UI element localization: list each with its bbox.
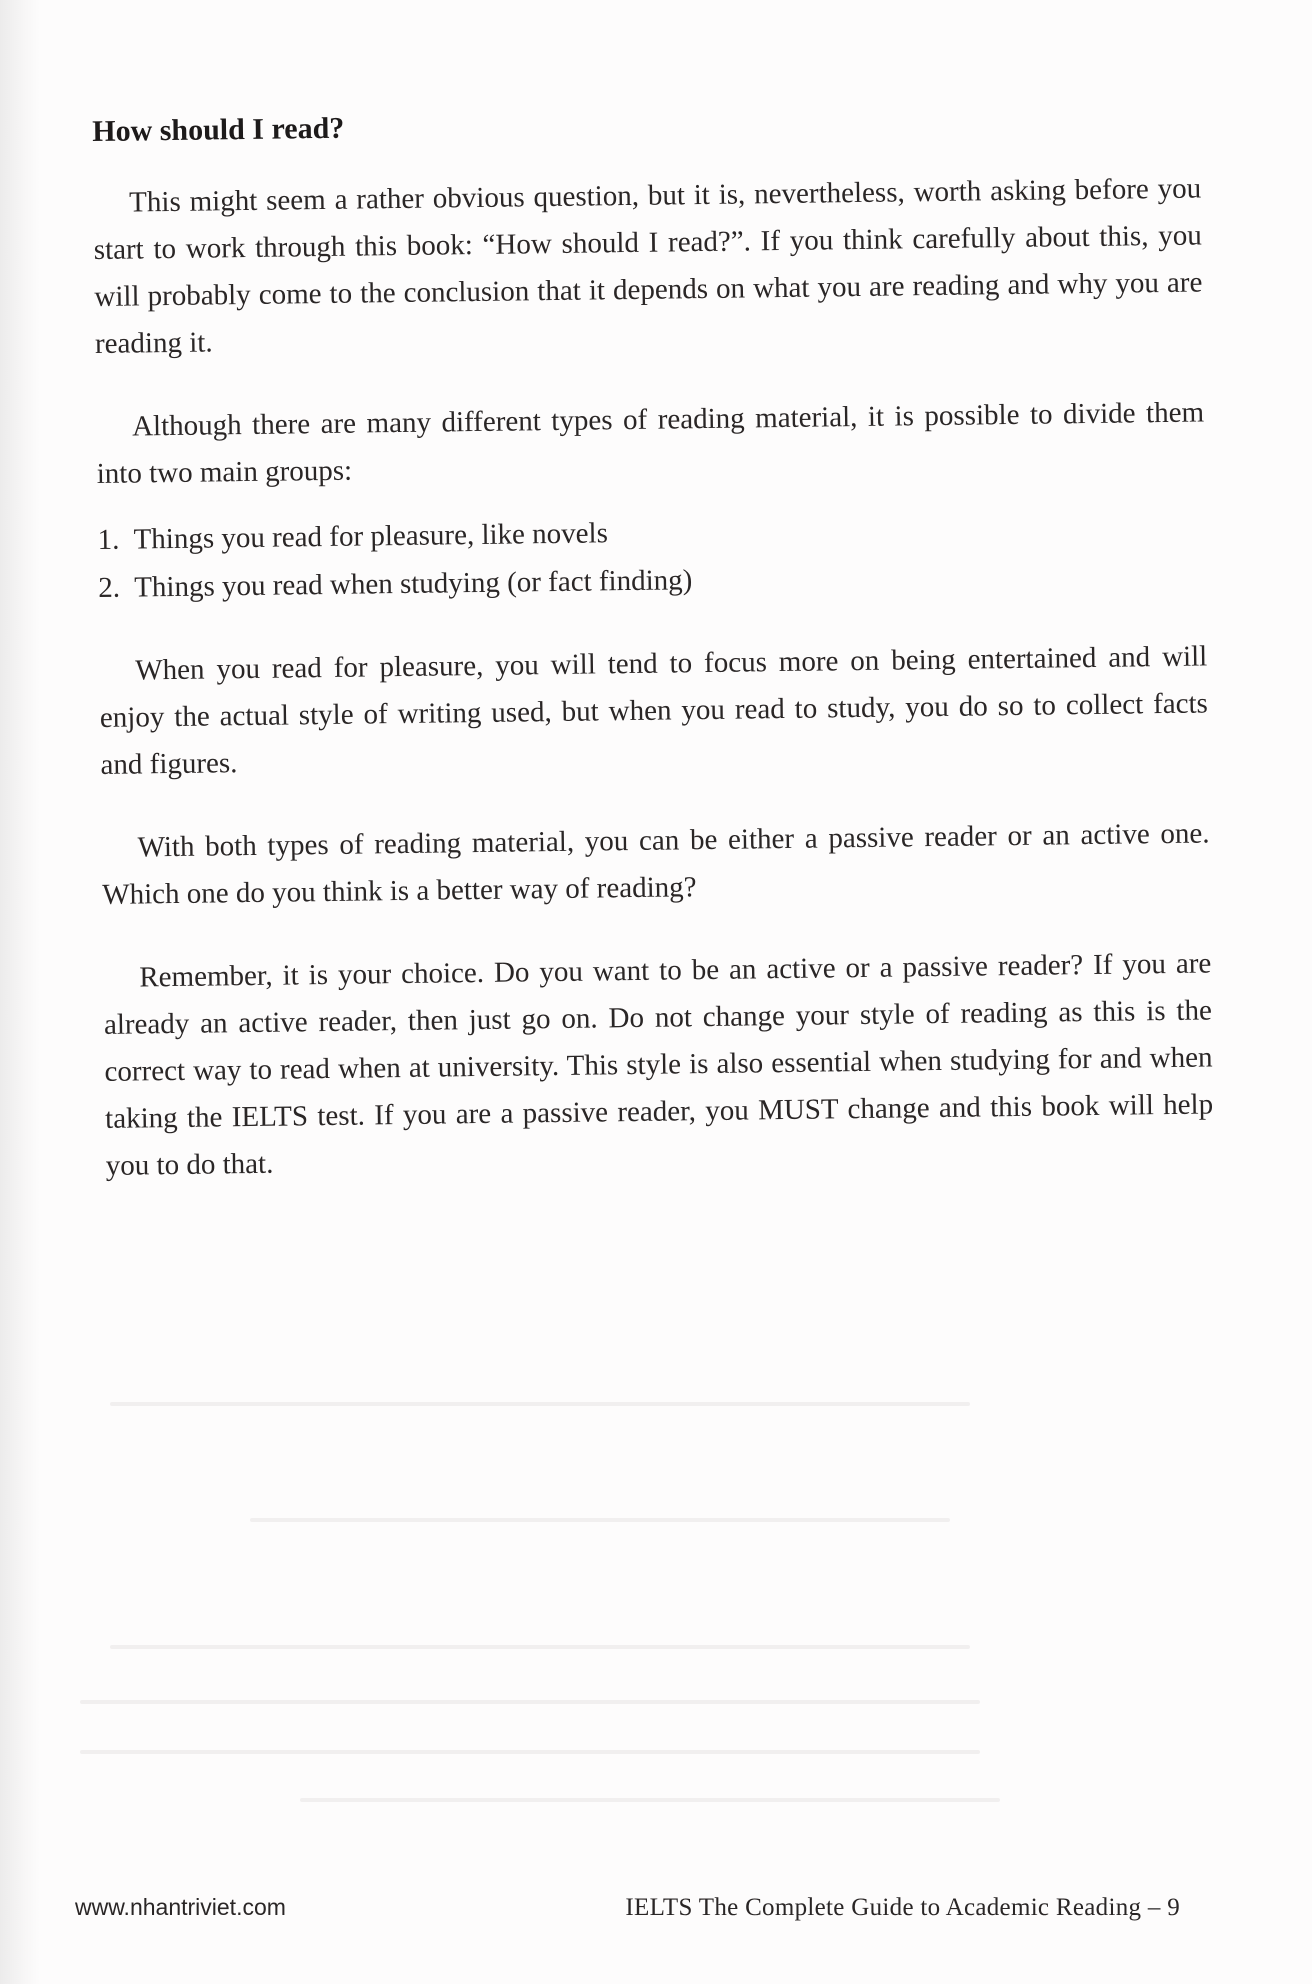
paragraph-passive-active-text: With both types of reading material, you can be either a passive reader or an active one. Which one do you think is a better way of reading? bbox=[102, 817, 1210, 911]
list-item-text: Things you read when studying (or fact finding) bbox=[134, 564, 693, 604]
paragraph-pleasure-text: When you read for pleasure, you will tend to focus more on being entertained and will enjoy the actual style of writing used, but when you read to study, you do so to collect facts and figures. bbox=[99, 640, 1209, 781]
paragraph-choice bbox=[103, 940, 1214, 1189]
show-through-line bbox=[80, 1700, 980, 1704]
paragraph-groups bbox=[96, 389, 1205, 497]
page-content bbox=[92, 97, 1214, 1225]
paragraph-passive-active bbox=[101, 810, 1210, 918]
paragraph-choice-text: Remember, it is your choice. Do you want to be an active or a passive reader? If you are already an active reader, then just go on. Do not change your style of reading as this is the correct way to read when at university. This style is also essential when studying for and when taking the IELTS test. If you are a passive reader, you MUST change and this book will help you to do that. bbox=[103, 947, 1214, 1182]
page-binding-edge bbox=[0, 0, 40, 1984]
reading-groups-list bbox=[97, 501, 1206, 611]
paragraph-groups-text: Although there are many different types of reading material, it is possible to divide them into two main groups: bbox=[96, 396, 1205, 490]
paragraph-intro-text: This might seem a rather obvious question, but it is, nevertheless, worth asking before you start to work through this book: “How should I read?”. If you think carefully about this, you will probably come to the conclusion that it depends on what you are reading and why you are reading it. bbox=[93, 172, 1203, 360]
show-through-line bbox=[110, 1402, 970, 1406]
paragraph-pleasure bbox=[99, 633, 1209, 788]
footer-book-title: IELTS The Complete Guide to Academic Reading – 9 bbox=[625, 1894, 1180, 1921]
list-item-number: 1. bbox=[97, 523, 120, 556]
footer-website: www.nhantriviet.com bbox=[75, 1894, 286, 1920]
section-heading: How should I read? bbox=[92, 111, 345, 148]
paragraph-intro bbox=[93, 165, 1203, 367]
show-through-line bbox=[300, 1798, 1000, 1802]
show-through-line bbox=[110, 1645, 970, 1649]
list-item-text: Things you read for pleasure, like novels bbox=[133, 517, 609, 556]
show-through-line bbox=[80, 1750, 980, 1754]
list-item-number: 2. bbox=[98, 571, 121, 604]
show-through-line bbox=[250, 1518, 950, 1522]
